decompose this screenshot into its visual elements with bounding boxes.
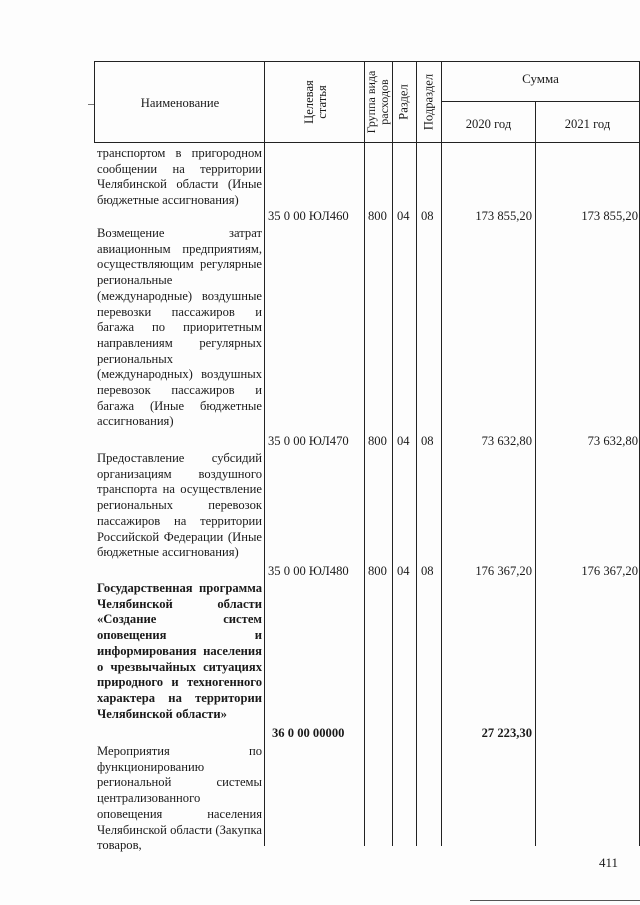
row-subsection: 08 (421, 209, 434, 223)
row-sum-2021: 176 367,20 (581, 564, 638, 578)
margin-mark (88, 104, 94, 105)
row-target-article: 35 0 00 ЮЛ480 (268, 564, 349, 578)
header-year-2020: 2020 год (465, 117, 512, 131)
header-expense-group: Группа вида расходов (364, 70, 391, 134)
row-sum-2021: 173 855,20 (581, 209, 638, 223)
row-subsection: 08 (421, 564, 434, 578)
row-name-program: Государственная программа Челябинской области «Создание систем оповещения и информирования населения о чрезвычайных ситуациях природного и техногенного характера на территории Челябинской области» (97, 581, 262, 721)
col-border-group (392, 61, 393, 846)
header-name: Наименование (140, 96, 220, 110)
row-target-article: 35 0 00 ЮЛ460 (268, 209, 349, 223)
header-subsection: Подраздел (421, 73, 436, 131)
row-expense-group: 800 (368, 434, 387, 448)
row-target-article: 36 0 00 00000 (272, 726, 345, 740)
row-target-article: 35 0 00 ЮЛ470 (268, 434, 349, 448)
row-name: Возмещение затрат авиационным предприятиям, осуществляющим регулярные региональные (международные) воздушные перевозки пассажиров и багажа по приоритетным направлениям регулярных региональных (международных) воздушных перевозок пассажиров и багажа (Иные бюджетные ассигнования) (97, 226, 262, 429)
row-name: Предоставление субсидий организациям воздушного транспорта на осуществление региональных перевозок пассажиров на территории Российской Федерации (Иные бюджетные ассигнования) (97, 451, 262, 560)
row-sum-2020: 73 632,80 (481, 434, 532, 448)
col-border-name (264, 61, 265, 846)
col-border-section (416, 61, 417, 846)
row-subsection: 08 (421, 434, 434, 448)
row-sum-2020: 27 223,30 (481, 726, 532, 740)
row-expense-group: 800 (368, 564, 387, 578)
col-border-left (94, 61, 95, 143)
row-section: 04 (397, 564, 410, 578)
row-expense-group: 800 (368, 209, 387, 223)
header-section: Раздел (396, 84, 411, 120)
row-name: транспортом в пригородном сообщении на территории Челябинской области (Иные бюджетные ассигнования) (97, 146, 262, 208)
page-number: 411 (599, 855, 619, 870)
header-bottom-border (94, 142, 639, 143)
row-sum-2020: 176 367,20 (475, 564, 532, 578)
row-section: 04 (397, 434, 410, 448)
col-border-target (364, 61, 365, 846)
sum-header-divider (441, 101, 639, 102)
row-sum-2021: 73 632,80 (587, 434, 638, 448)
header-year-2021: 2021 год (564, 117, 611, 131)
scan-edge-line (470, 900, 640, 901)
row-sum-2020: 173 855,20 (475, 209, 532, 223)
row-section: 04 (397, 209, 410, 223)
header-target-article: Целевая статья (302, 80, 329, 124)
row-name: Мероприятия по функционированию региональной системы централизованного оповещения населения Челябинской области (Закупка товаров, (97, 744, 262, 853)
table-top-border (94, 61, 639, 62)
header-sum: Сумма (522, 71, 559, 86)
